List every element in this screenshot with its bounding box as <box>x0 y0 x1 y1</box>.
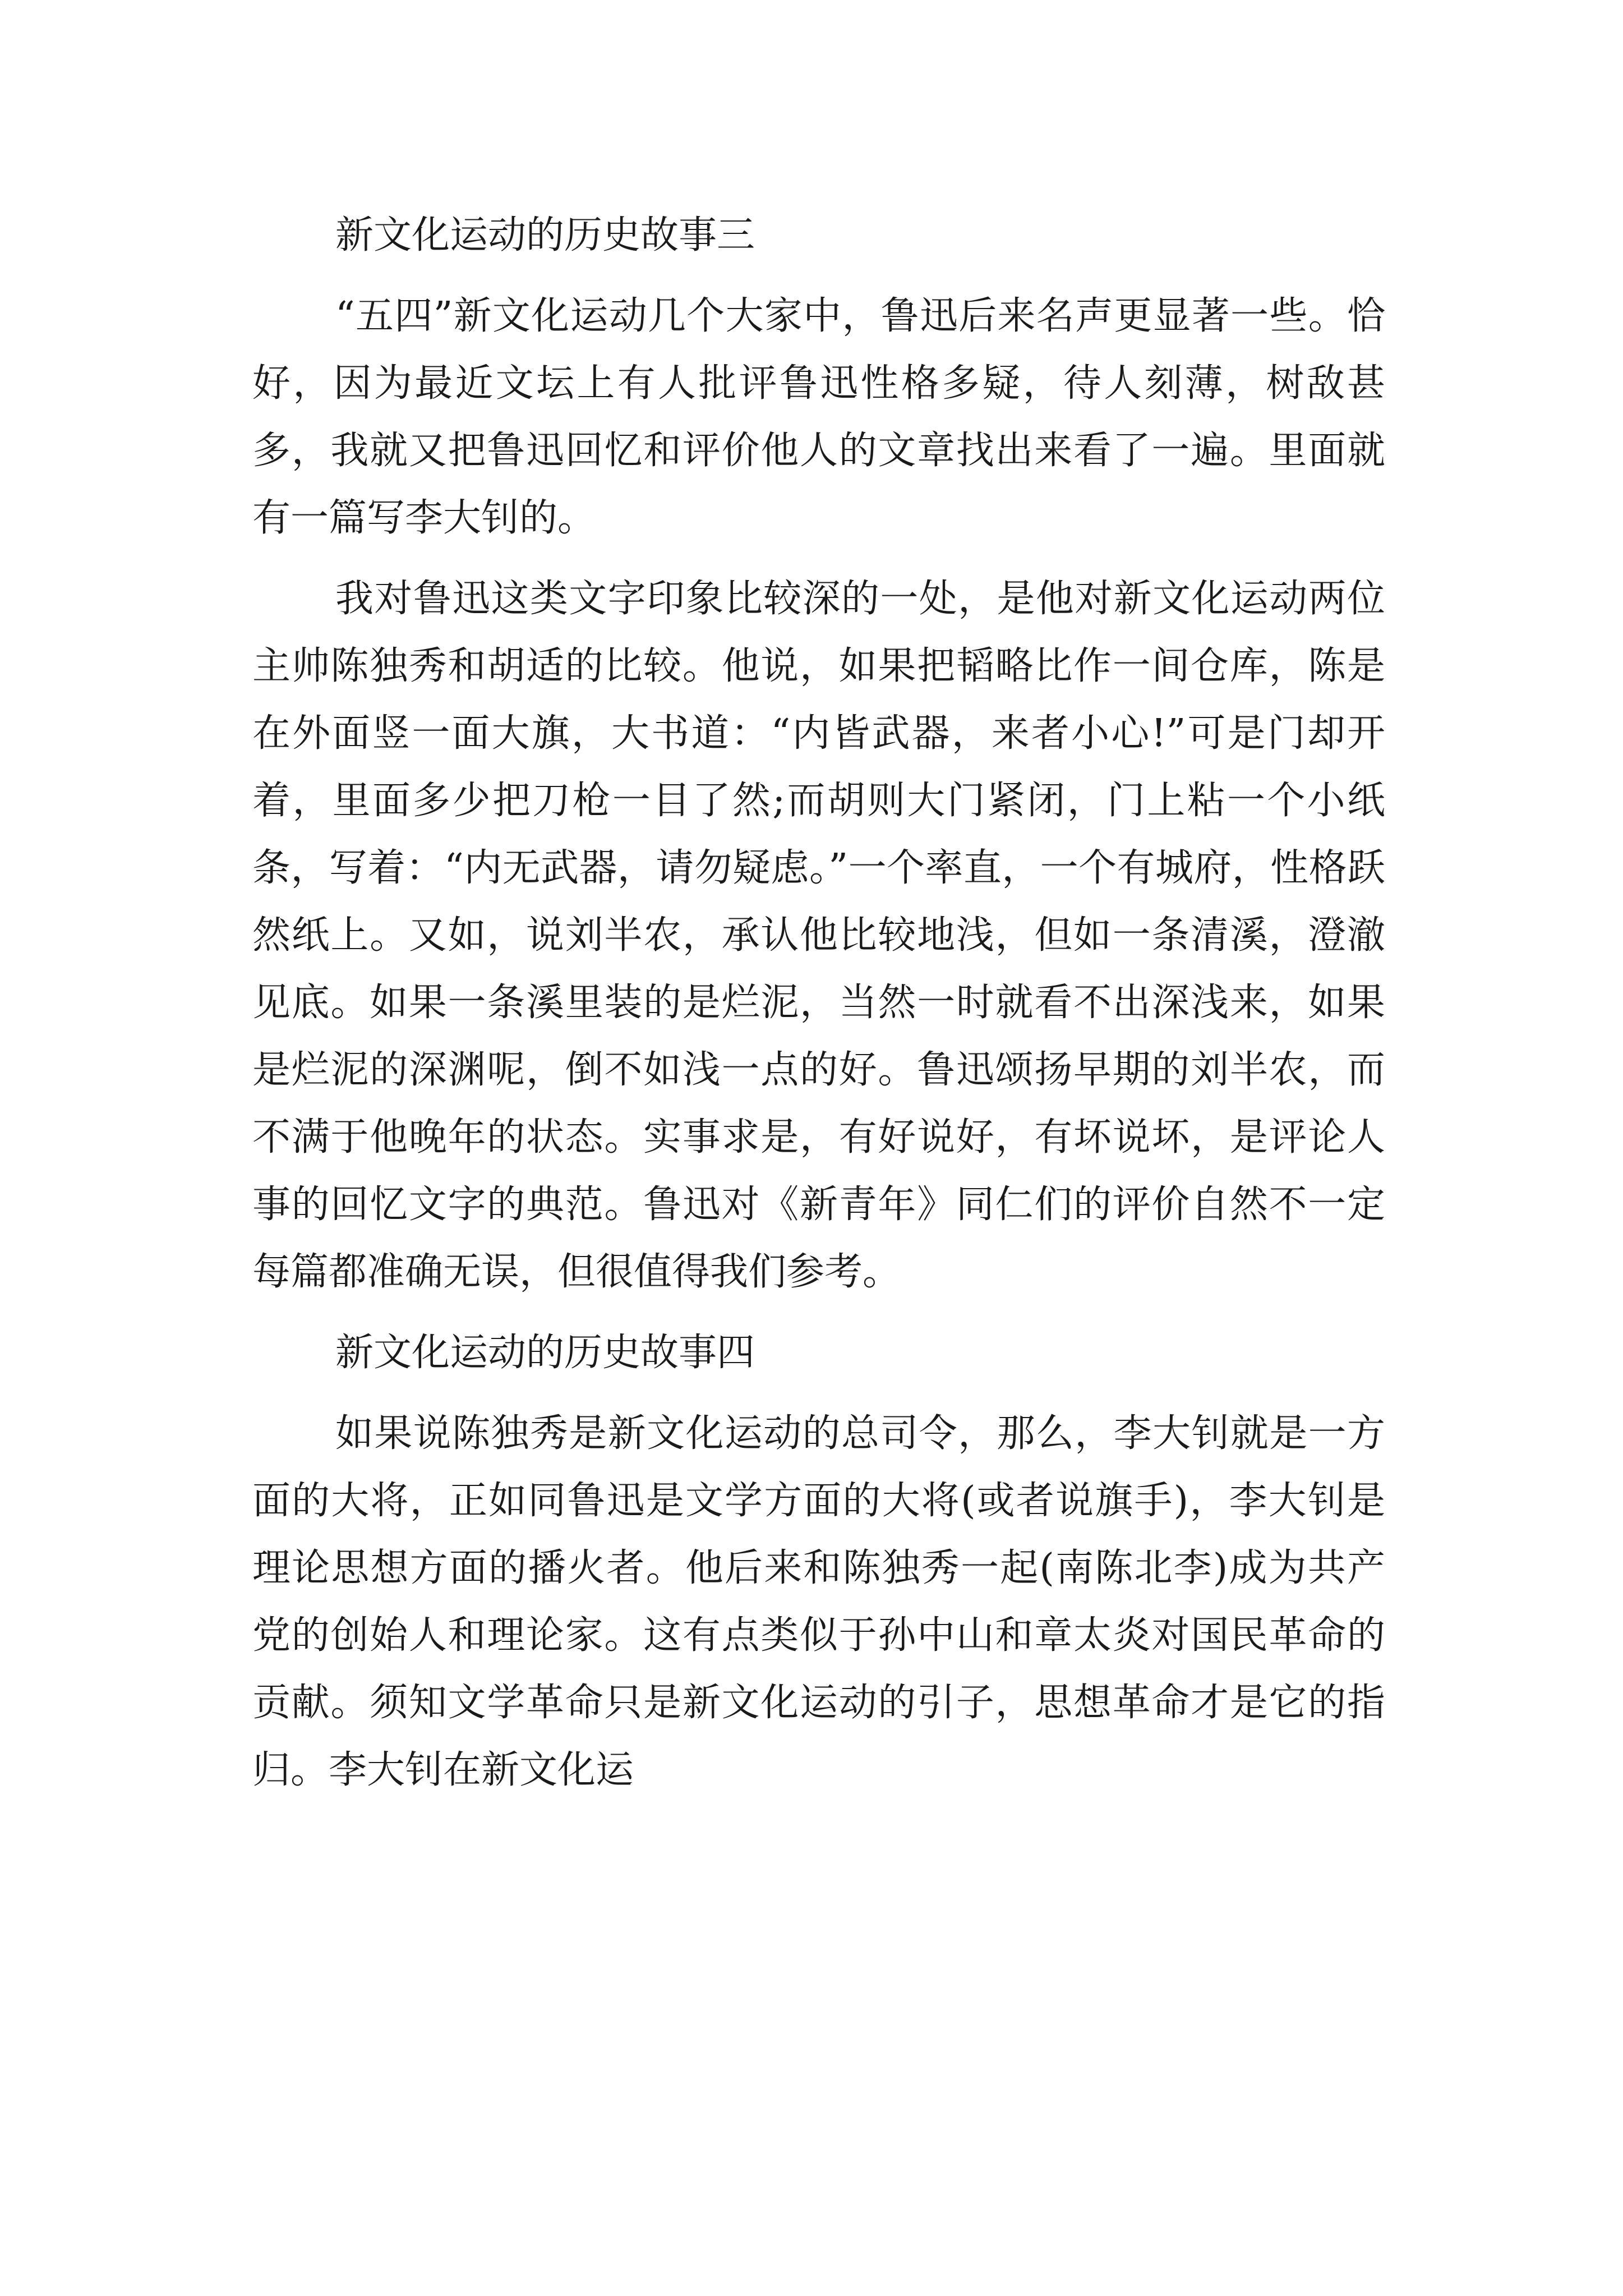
paragraph: “五四”新文化运动几个大家中，鲁迅后来名声更显著一些。恰好，因为最近文坛上有人批评鲁迅性格多疑，待人刻薄，树敌甚多，我就又把鲁迅回忆和评价他人的文章找出来看了一遍。里面就有一篇写李大钊的。 <box>252 294 1385 540</box>
section-heading: 新文化运动的历史故事三 <box>335 213 755 257</box>
section-heading: 新文化运动的历史故事四 <box>335 1331 755 1375</box>
paragraph: 如果说陈独秀是新文化运动的总司令，那么，李大钊就是一方面的大将，正如同鲁迅是文学方面的大将(或者说旗手)，李大钊是理论思想方面的播火者。他后来和陈独秀一起(南陈北李)成为共产党的创始人和理论家。这有点类似于孙中山和章太炎对国民革命的贡献。须知文学革命只是新文化运动的引子，思想革命才是它的指归。李大钊在新文化运 <box>252 1411 1385 1792</box>
document-body <box>252 202 1385 1818</box>
paragraph: 我对鲁迅这类文字印象比较深的一处，是他对新文化运动两位主帅陈独秀和胡适的比较。他说，如果把韬略比作一间仓库，陈是在外面竖一面大旗，大书道：“内皆武器，来者小心!”可是门却开着，里面多少把刀枪一目了然;而胡则大门紧闭，门上粘一个小纸条，写着：“内无武器，请勿疑虑。”一个率直，一个有城府，性格跃然纸上。又如，说刘半农，承认他比较地浅，但如一条清溪，澄澈见底。如果一条溪里装的是烂泥，当然一时就看不出深浅来，如果是烂泥的深渊呢，倒不如浅一点的好。鲁迅颂扬早期的刘半农，而不满于他晚年的状态。实事求是，有好说好，有坏说坏，是评论人事的回忆文字的典范。鲁迅对《新青年》同仁们的评价自然不一定每篇都准确无误，但很值得我们参考。 <box>252 577 1385 1294</box>
